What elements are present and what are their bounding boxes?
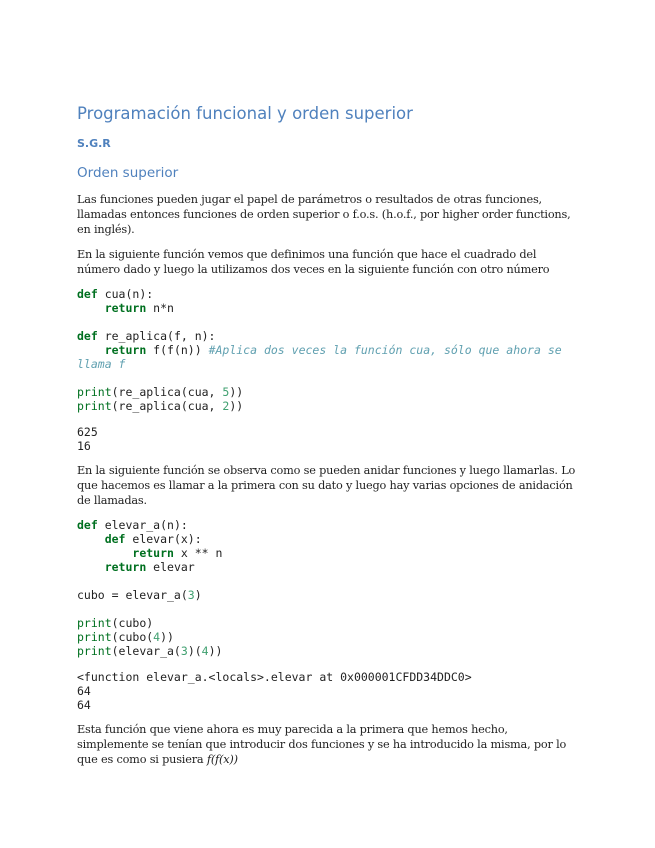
code-text: (cubo( <box>111 630 154 644</box>
paragraph-nested: En la siguiente función se observa como se pueden anidar funciones y luego llamarlas. Lo que hacemos es llamar a la primera con su dato y luego hay varias opciones de anidación de llamadas. <box>77 464 576 507</box>
code-text: )) <box>229 385 244 399</box>
builtin: print <box>77 644 112 658</box>
document-title: Programación funcional y orden superior <box>77 104 413 123</box>
code-text: cua(n): <box>97 287 154 301</box>
keyword: def <box>104 532 126 546</box>
builtin: print <box>77 385 112 399</box>
output-line: 64 <box>77 698 91 712</box>
code-text: re_aplica(f, n): <box>97 329 216 343</box>
code-text: )) <box>160 630 174 644</box>
code-text: cubo = elevar_a( <box>77 588 188 602</box>
code-text: elevar(x): <box>125 532 202 546</box>
paragraph-composition <box>77 722 577 767</box>
paragraph-text: Esta función que viene ahora es muy parecida a la primera que hemos hecho, simplemente se tenían que introducir dos funciones y se ha introducido la misma, por lo que es como si pusiera <box>77 723 567 766</box>
code-text: )( <box>187 644 202 658</box>
keyword: def <box>77 518 98 532</box>
keyword: return <box>104 301 147 315</box>
code-text: (cubo) <box>111 616 154 630</box>
code-comment: #Aplica dos veces la función cua, sólo que ahora se <box>208 343 562 357</box>
code-block-cua <box>77 287 577 413</box>
keyword: def <box>77 287 98 301</box>
code-text: n*n <box>146 301 174 315</box>
number: 3 <box>187 588 195 602</box>
builtin: print <box>77 616 112 630</box>
code-text: )) <box>229 399 244 413</box>
paragraph-intro: Las funciones pueden jugar el papel de parámetros o resultados de otras funciones, llamadas entonces funciones de orden superior o f.o.s. (h.o.f., por higher order functions, en inglés). <box>77 193 571 236</box>
code-text: elevar <box>146 560 195 574</box>
code-text: x ** n <box>173 546 223 560</box>
code-comment: llama f <box>77 357 126 371</box>
code-block-elevar <box>77 518 577 658</box>
code-text: ) <box>194 588 202 602</box>
code-text: )) <box>208 644 223 658</box>
code-text: f(f(n)) <box>146 343 209 357</box>
keyword: def <box>77 329 98 343</box>
output-line: <function elevar_a.<locals>.elevar at 0x000001CFDD34DDC0> <box>77 670 472 684</box>
keyword: return <box>104 560 147 574</box>
section-heading: Orden superior <box>77 165 179 181</box>
document-page <box>77 104 577 777</box>
number: 5 <box>222 385 230 399</box>
number: 4 <box>201 644 209 658</box>
code-text: elevar_a(n): <box>97 518 188 532</box>
code-text: (elevar_a( <box>111 644 181 658</box>
keyword: return <box>104 343 147 357</box>
number: 2 <box>222 399 230 413</box>
output-line: 625 <box>77 425 98 439</box>
output-line: 64 <box>77 684 91 698</box>
builtin: print <box>77 399 112 413</box>
number: 3 <box>180 644 188 658</box>
paragraph-cua: En la siguiente función vemos que definimos una función que hace el cuadrado del número dado y luego la utilizamos dos veces en la siguiente función con otro número <box>77 248 550 276</box>
output-block-elevar <box>77 670 577 712</box>
formula: f(f(x)) <box>206 753 238 766</box>
author-line: S.G.R <box>77 137 111 150</box>
code-text: (re_aplica(cua, <box>111 399 223 413</box>
output-block-cua <box>77 425 577 453</box>
number: 4 <box>153 630 161 644</box>
code-text: (re_aplica(cua, <box>111 385 223 399</box>
keyword: return <box>132 546 174 560</box>
builtin: print <box>77 630 112 644</box>
output-line: 16 <box>77 439 91 453</box>
